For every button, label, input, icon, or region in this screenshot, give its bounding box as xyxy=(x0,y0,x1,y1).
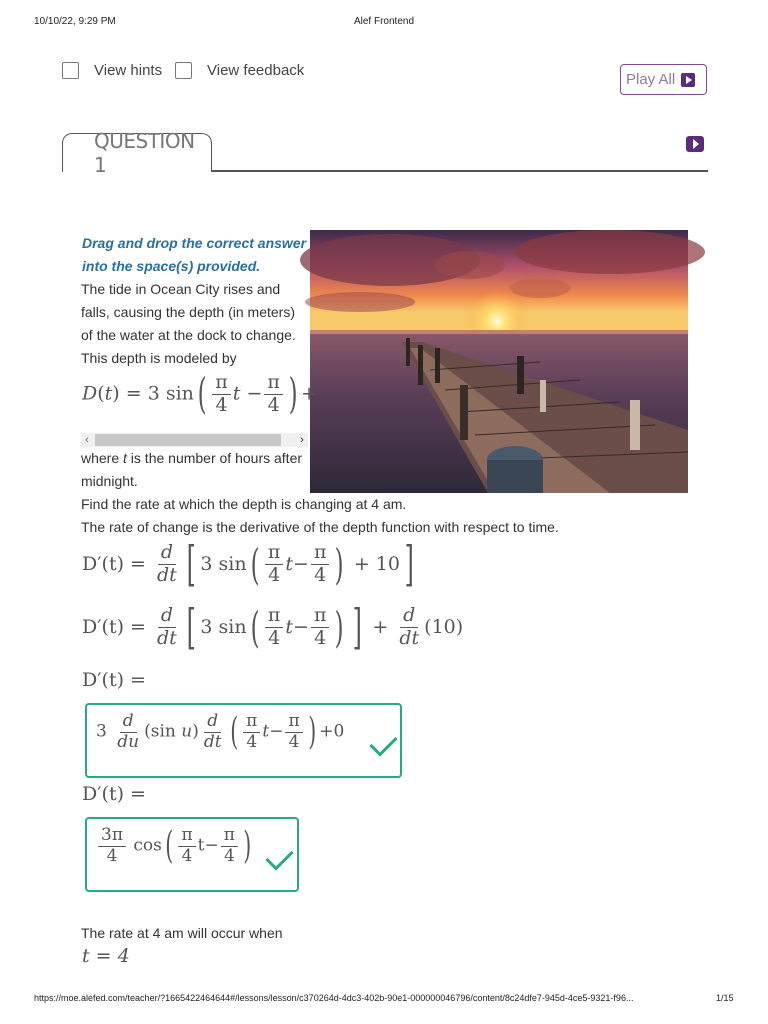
view-feedback-label: View feedback xyxy=(207,62,305,79)
rate-at-4am-text: The rate at 4 am will occur when xyxy=(81,925,283,941)
math-sin: sin xyxy=(218,615,247,638)
math-dt: dt xyxy=(399,627,420,650)
math-pi: π xyxy=(264,372,283,395)
math-t: t xyxy=(285,615,294,638)
math-pi: π xyxy=(212,372,231,395)
derivative-lhs-1: D′(t) = xyxy=(82,669,146,691)
math-pi: π xyxy=(221,826,238,847)
view-hints-checkbox[interactable] xyxy=(62,62,79,79)
math-3: 3 xyxy=(200,552,213,575)
find-rate-text: Find the rate at which the depth is changing at 4 am. xyxy=(81,496,407,512)
instruction-line-2: into the space(s) provided. xyxy=(82,258,261,274)
math-plus: + xyxy=(319,721,334,742)
math-d: d xyxy=(158,542,176,565)
math-4: 4 xyxy=(215,393,228,416)
math-sin: sin xyxy=(150,721,176,742)
math-minus: − xyxy=(204,835,219,856)
math-t: t xyxy=(197,835,205,856)
math-pi: π xyxy=(265,542,284,565)
play-icon xyxy=(681,73,695,87)
math-sin: sin xyxy=(218,552,247,575)
math-d: d xyxy=(120,712,137,733)
answer-drop-zone-2[interactable] xyxy=(85,817,299,892)
question-tab xyxy=(62,129,212,177)
rate-of-change-text: The rate of change is the derivative of the depth function with respect to time. xyxy=(81,519,559,535)
scroll-left-icon[interactable]: ‹ xyxy=(85,434,89,446)
math-pi: π xyxy=(311,605,330,628)
where-post: is the number of hours after xyxy=(126,450,303,466)
math-u: u xyxy=(181,721,193,742)
view-feedback-checkbox[interactable] xyxy=(175,62,192,79)
question-divider xyxy=(212,170,708,172)
where-var: t xyxy=(123,450,127,466)
math-du: du xyxy=(117,731,140,752)
math-4: 4 xyxy=(181,845,193,866)
scrollbar-thumb[interactable] xyxy=(95,434,281,446)
play-all-button[interactable] xyxy=(620,64,707,95)
math-4: 4 xyxy=(268,564,281,587)
math-pi: π xyxy=(311,542,330,565)
math-minus: − xyxy=(293,615,309,638)
footer-page-number: 1/15 xyxy=(716,993,734,1003)
answer-1-expression: 3 $\frac{d}{du}$ (sin u) $\frac{d}{dt}$ ( $\frac{\pi}{4}$ t− $\frac{\pi}{4}$ ) +0 xyxy=(96,709,345,754)
math-4: 4 xyxy=(314,564,327,587)
print-date: 10/10/22, 9:29 PM xyxy=(34,16,116,27)
view-hints-toggle[interactable] xyxy=(62,62,162,79)
where-pre: where xyxy=(81,450,124,466)
math-plus: + xyxy=(301,382,318,405)
math-4: 4 xyxy=(246,731,258,752)
intro-line-4: This depth is modeled by xyxy=(81,350,237,366)
math-0: 0 xyxy=(333,721,345,742)
math-pi: π xyxy=(178,826,195,847)
math-4: 4 xyxy=(223,845,235,866)
math-plus: + xyxy=(372,615,389,638)
math-dt: dt xyxy=(157,627,177,650)
print-header xyxy=(0,16,768,32)
math-minus: − xyxy=(293,552,309,575)
math-sin: sin xyxy=(165,382,194,405)
print-title: Alef Frontend xyxy=(353,16,415,27)
math-t: t xyxy=(232,382,241,405)
math-dprime-lhs: D′(t) = xyxy=(82,615,146,638)
math-pi: π xyxy=(285,712,302,733)
math-d: d xyxy=(400,605,418,628)
math-dprime-lhs: D′(t) = xyxy=(82,552,146,575)
t-equals-4: t = 4 xyxy=(82,945,130,967)
footer-url: https://moe.alefed.com/teacher/?1665422464644#/lessons/lesson/c370264d-4dc3-402b-90e1-000000046796/content/8c24dfe7-945d-4ce5-9321-f96... xyxy=(34,993,634,1003)
math-4: 4 xyxy=(288,731,300,752)
intro-paragraph xyxy=(81,278,307,370)
derivative-step-2: D′(t) = $\frac{d}{dt}$ [ 3 sin( $\frac{\pi}{4}$ t− $\frac{\pi}{4}$ ) ] + $\frac{d}{dt}$ (10) xyxy=(82,600,464,655)
where-line-2: midnight. xyxy=(81,473,138,489)
math-dt: dt xyxy=(203,731,222,752)
intro-line-1: The tide in Ocean City rises and xyxy=(81,281,281,297)
math-t: t xyxy=(262,721,270,742)
derivative-step-1: D′(t) = $\frac{d}{dt}$ [ 3 sin( $\frac{\pi}{4}$ t− $\frac{\pi}{4}$ ) + 10] xyxy=(82,537,414,592)
math-t: t xyxy=(104,382,113,405)
math-3pi: 3π xyxy=(98,826,126,847)
question-audio-play-icon[interactable] xyxy=(686,136,704,152)
math-pi: π xyxy=(243,712,260,733)
play-all-label: Play All xyxy=(626,71,676,88)
math-minus: − xyxy=(246,382,263,405)
checkmark-icon xyxy=(265,842,293,870)
view-feedback-toggle[interactable] xyxy=(175,62,304,79)
instruction-text xyxy=(82,232,308,278)
pier-sunset-image xyxy=(310,230,688,493)
math-3: 3 xyxy=(147,382,160,405)
derivative-lhs-2: D′(t) = xyxy=(82,783,146,805)
math-plus: + xyxy=(353,552,370,575)
scroll-right-icon[interactable]: › xyxy=(300,434,304,446)
math-d: d xyxy=(204,712,221,733)
math-D: D xyxy=(82,382,98,405)
math-dt: dt xyxy=(157,564,177,587)
question-tab-label: QUESTION 1 xyxy=(94,129,195,177)
math-10: 10 xyxy=(431,615,456,638)
formula-scrollbar[interactable] xyxy=(81,433,308,447)
math-10: 10 xyxy=(375,552,400,575)
math-3: 3 xyxy=(96,721,107,742)
instruction-line-1: Drag and drop the correct answer xyxy=(82,235,307,251)
math-4: 4 xyxy=(268,627,281,650)
answer-2-expression: $\frac{3\pi}{4}$ cos( $\frac{\pi}{4}$ t− $\frac{\pi}{4}$ ) xyxy=(96,826,255,866)
where-paragraph xyxy=(81,447,311,493)
depth-model-formula: D(t) = 3 sin( $\frac{\pi}{4}$ t − $\frac{\pi}{4}$ ) + xyxy=(82,369,318,419)
math-4: 4 xyxy=(267,393,280,416)
intro-line-2: falls, causing the depth (in meters) xyxy=(81,304,295,320)
math-pi: π xyxy=(265,605,284,628)
math-3: 3 xyxy=(200,615,213,638)
math-eq: = xyxy=(125,382,142,405)
math-minus: − xyxy=(269,721,284,742)
checkmark-icon xyxy=(369,728,397,756)
intro-line-3: of the water at the dock to change. xyxy=(81,327,296,343)
view-hints-label: View hints xyxy=(94,62,163,79)
math-t: t xyxy=(285,552,294,575)
answer-drop-zone-1[interactable] xyxy=(85,703,402,778)
math-4: 4 xyxy=(314,627,327,650)
math-cos: cos xyxy=(133,835,162,856)
math-4: 4 xyxy=(106,845,118,866)
math-d: d xyxy=(158,605,176,628)
